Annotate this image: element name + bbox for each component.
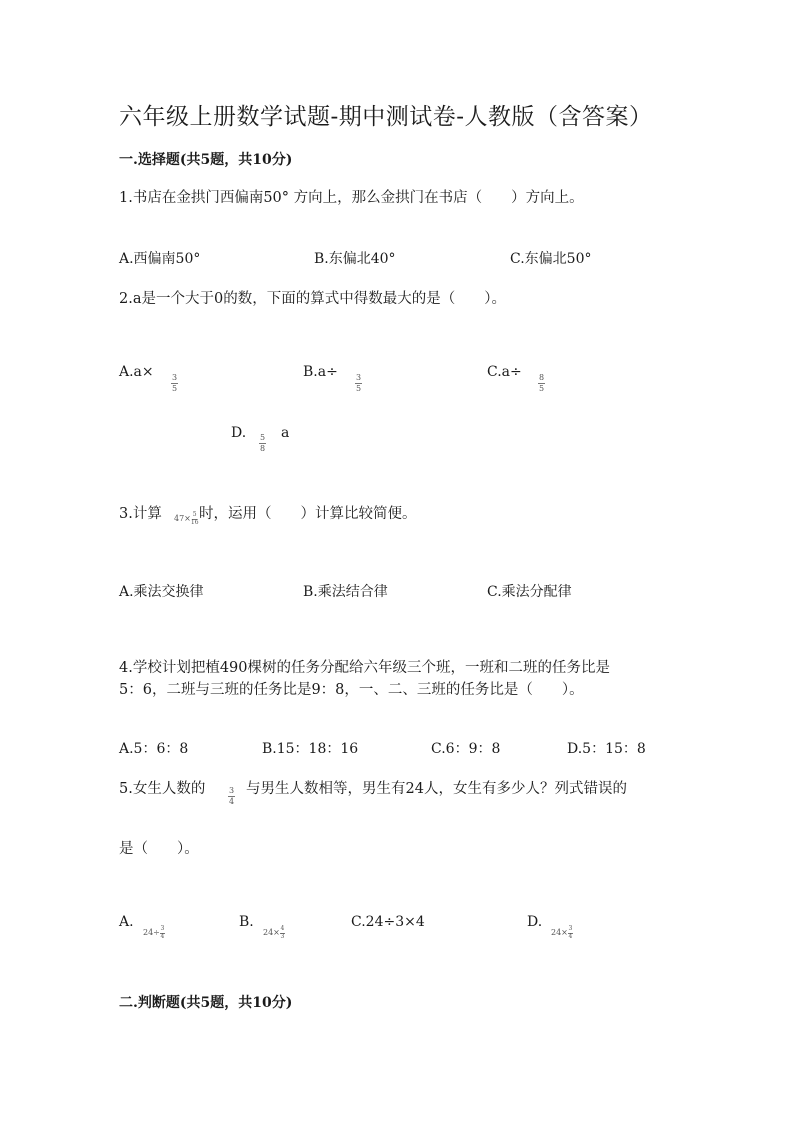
expression-prefix: 24× bbox=[263, 928, 280, 937]
fraction-numerator: 5 bbox=[192, 511, 197, 518]
question-1-option-a[interactable]: A.西偏南50° bbox=[119, 251, 201, 267]
question-2-option-d[interactable]: D. bbox=[231, 425, 247, 441]
option-b-expression bbox=[263, 926, 285, 940]
question-5-option-a[interactable]: A. bbox=[119, 914, 134, 930]
expression-prefix: 47× bbox=[174, 514, 191, 523]
question-2-text: 2.a是一个大于0的数，下面的算式中得数最大的是（ ）。 bbox=[119, 291, 506, 307]
option-a-fraction bbox=[171, 373, 178, 393]
expression-fraction bbox=[191, 512, 199, 526]
question-5-option-b[interactable]: B. bbox=[239, 914, 254, 930]
question-1-text: 1.书店在金拱门西偏南50° 方向上，那么金拱门在书店（ ）方向上。 bbox=[119, 190, 584, 206]
question-4-text-line1: 4.学校计划把植490棵树的任务分配给六年级三个班，一班和二班的任务比是 bbox=[119, 660, 611, 676]
fraction-denominator: 5 bbox=[171, 384, 178, 393]
fraction-numerator: 3 bbox=[355, 373, 362, 382]
question-4-option-b[interactable]: B.15：18：16 bbox=[262, 741, 359, 757]
question-5-option-d[interactable]: D. bbox=[527, 914, 543, 930]
question-5-text-after: 与男生人数相等，男生有24人，女生有多少人？列式错误的 bbox=[246, 781, 627, 797]
option-d-fraction bbox=[259, 433, 266, 453]
fraction-numerator: 5 bbox=[259, 433, 266, 442]
fraction-denominator: 16 bbox=[190, 519, 199, 526]
fraction-denominator: 5 bbox=[538, 384, 545, 393]
expression-fraction bbox=[160, 926, 165, 940]
fraction-denominator: 3 bbox=[280, 933, 285, 940]
fraction-denominator: 4 bbox=[228, 797, 235, 806]
fraction-numerator: 3 bbox=[568, 925, 573, 932]
question-4-option-d[interactable]: D.5：15：8 bbox=[567, 741, 646, 757]
section-2-heading: 二.判断题(共5题，共10分) bbox=[119, 995, 293, 1011]
question-3-option-b[interactable]: B.乘法结合律 bbox=[303, 584, 388, 600]
section-1-heading: 一.选择题(共5题，共10分) bbox=[119, 152, 293, 168]
question-5-text-line2: 是（ ）。 bbox=[119, 841, 199, 857]
fraction-numerator: 3 bbox=[228, 786, 235, 795]
fraction-denominator: 8 bbox=[259, 444, 266, 453]
question-3-option-a[interactable]: A.乘法交换律 bbox=[119, 584, 204, 600]
question-5-option-c[interactable]: C.24÷3×4 bbox=[351, 914, 425, 930]
fraction-denominator: 4 bbox=[568, 933, 573, 940]
fraction-denominator: 5 bbox=[355, 384, 362, 393]
question-2-option-c[interactable]: C.a÷ bbox=[487, 364, 522, 380]
option-d-expression bbox=[551, 926, 573, 940]
question-3-option-c[interactable]: C.乘法分配律 bbox=[487, 584, 572, 600]
question-3-expression bbox=[174, 512, 199, 526]
question-5-fraction bbox=[228, 786, 235, 806]
question-2-option-b[interactable]: B.a÷ bbox=[303, 364, 338, 380]
page-title: 六年级上册数学试题-期中测试卷-人教版（含答案） bbox=[119, 104, 653, 130]
expression-fraction bbox=[568, 926, 573, 940]
fraction-numerator: 3 bbox=[160, 925, 165, 932]
question-4-option-a[interactable]: A.5：6：8 bbox=[119, 741, 189, 757]
option-a-expression bbox=[143, 926, 165, 940]
question-1-option-c[interactable]: C.东偏北50° bbox=[510, 251, 592, 267]
fraction-numerator: 3 bbox=[171, 373, 178, 382]
option-b-fraction bbox=[355, 373, 362, 393]
expression-prefix: 24× bbox=[551, 928, 568, 937]
fraction-numerator: 8 bbox=[538, 373, 545, 382]
question-3-text-before: 3.计算 bbox=[119, 506, 162, 522]
question-4-text-line2: 5：6，二班与三班的任务比是9：8，一、二、三班的任务比是（ ）。 bbox=[119, 682, 584, 698]
option-d-suffix: a bbox=[281, 425, 290, 441]
question-2-option-a[interactable]: A.a× bbox=[119, 364, 154, 380]
question-1-option-b[interactable]: B.东偏北40° bbox=[314, 251, 396, 267]
expression-prefix: 24÷ bbox=[143, 928, 160, 937]
question-4-option-c[interactable]: C.6：9：8 bbox=[431, 741, 501, 757]
fraction-numerator: 4 bbox=[280, 925, 285, 932]
option-c-fraction bbox=[538, 373, 545, 393]
expression-fraction bbox=[280, 926, 285, 940]
question-5-text-before: 5.女生人数的 bbox=[119, 781, 206, 797]
fraction-denominator: 4 bbox=[160, 933, 165, 940]
question-3-text-after: 时，运用（ ）计算比较简便。 bbox=[199, 506, 417, 522]
